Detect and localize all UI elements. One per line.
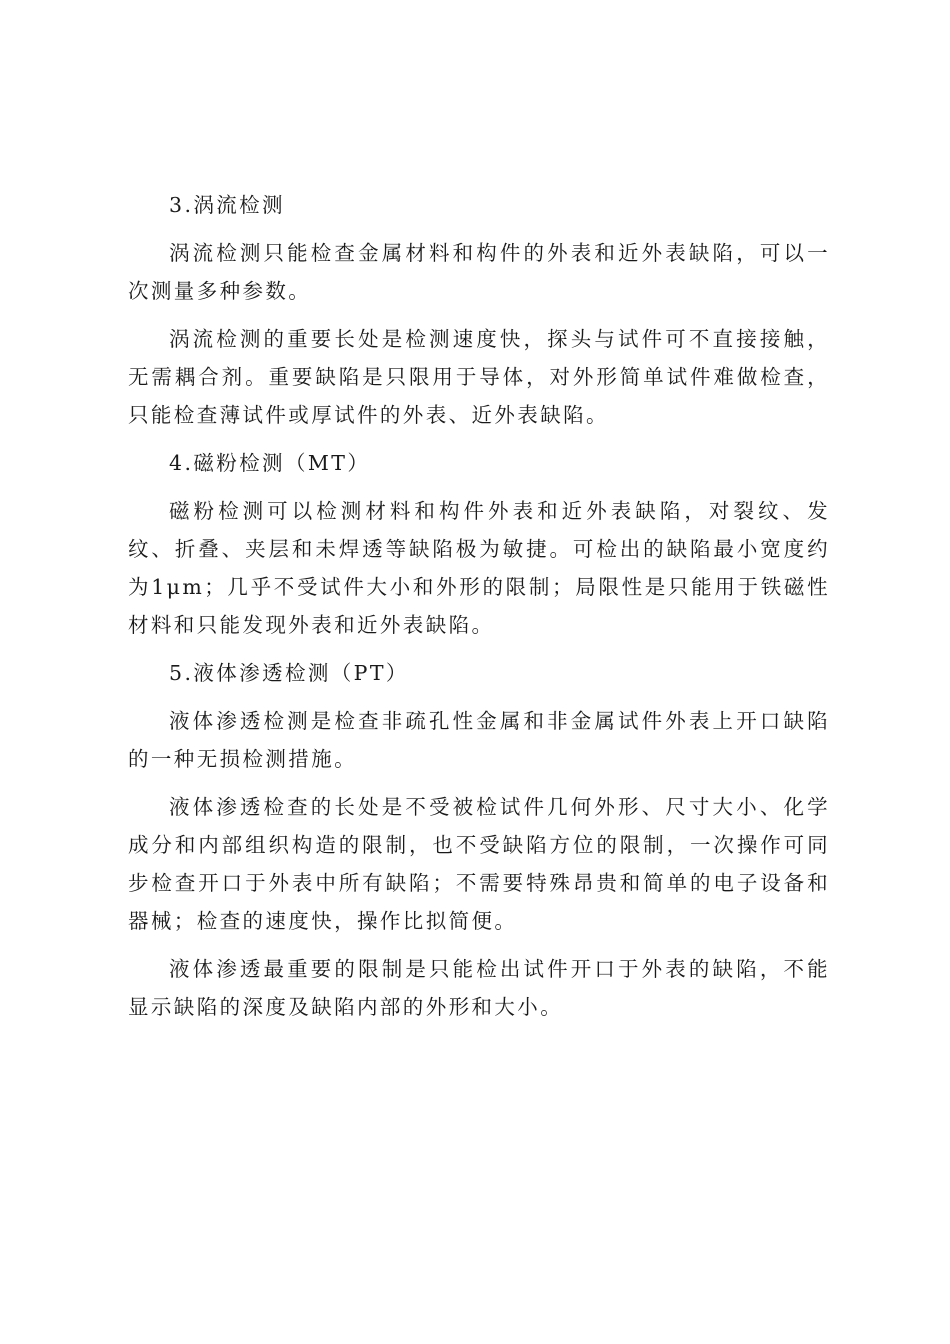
paragraph: 磁粉检测可以检测材料和构件外表和近外表缺陷，对裂纹、发纹、折叠、夹层和未焊透等缺陷极为敏捷。可检出的缺陷最小宽度约为1μm；几乎不受试件大小和外形的限制；局限性是只能用于铁磁性材料和只能发现外表和近外表缺陷。 — [128, 499, 830, 637]
section-heading-magnetic-particle: 4.磁粉检测（MT） — [169, 451, 371, 475]
paragraph: 液体渗透检测是检查非疏孔性金属和非金属试件外表上开口缺陷的一种无损检测措施。 — [128, 709, 830, 771]
paragraph: 涡流检测只能检查金属材料和构件的外表和近外表缺陷，可以一次测量多种参数。 — [128, 241, 830, 303]
paragraph: 涡流检测的重要长处是检测速度快，探头与试件可不直接接触，无需耦合剂。重要缺陷是只限用于导体，对外形简单试件难做检查，只能检查薄试件或厚试件的外表、近外表缺陷。 — [128, 327, 830, 427]
paragraph: 液体渗透检查的长处是不受被检试件几何外形、尺寸大小、化学成分和内部组织构造的限制，也不受缺陷方位的限制，一次操作可同步检查开口于外表中所有缺陷；不需要特殊昂贵和简单的电子设备和器械；检查的速度快，操作比拟简便。 — [128, 795, 830, 933]
document-body — [128, 186, 830, 1036]
section-heading-penetrant: 5.液体渗透检测（PT） — [169, 661, 409, 685]
paragraph: 液体渗透最重要的限制是只能检出试件开口于外表的缺陷，不能显示缺陷的深度及缺陷内部的外形和大小。 — [128, 957, 830, 1019]
section-heading-eddy-current: 3.涡流检测 — [169, 193, 285, 217]
